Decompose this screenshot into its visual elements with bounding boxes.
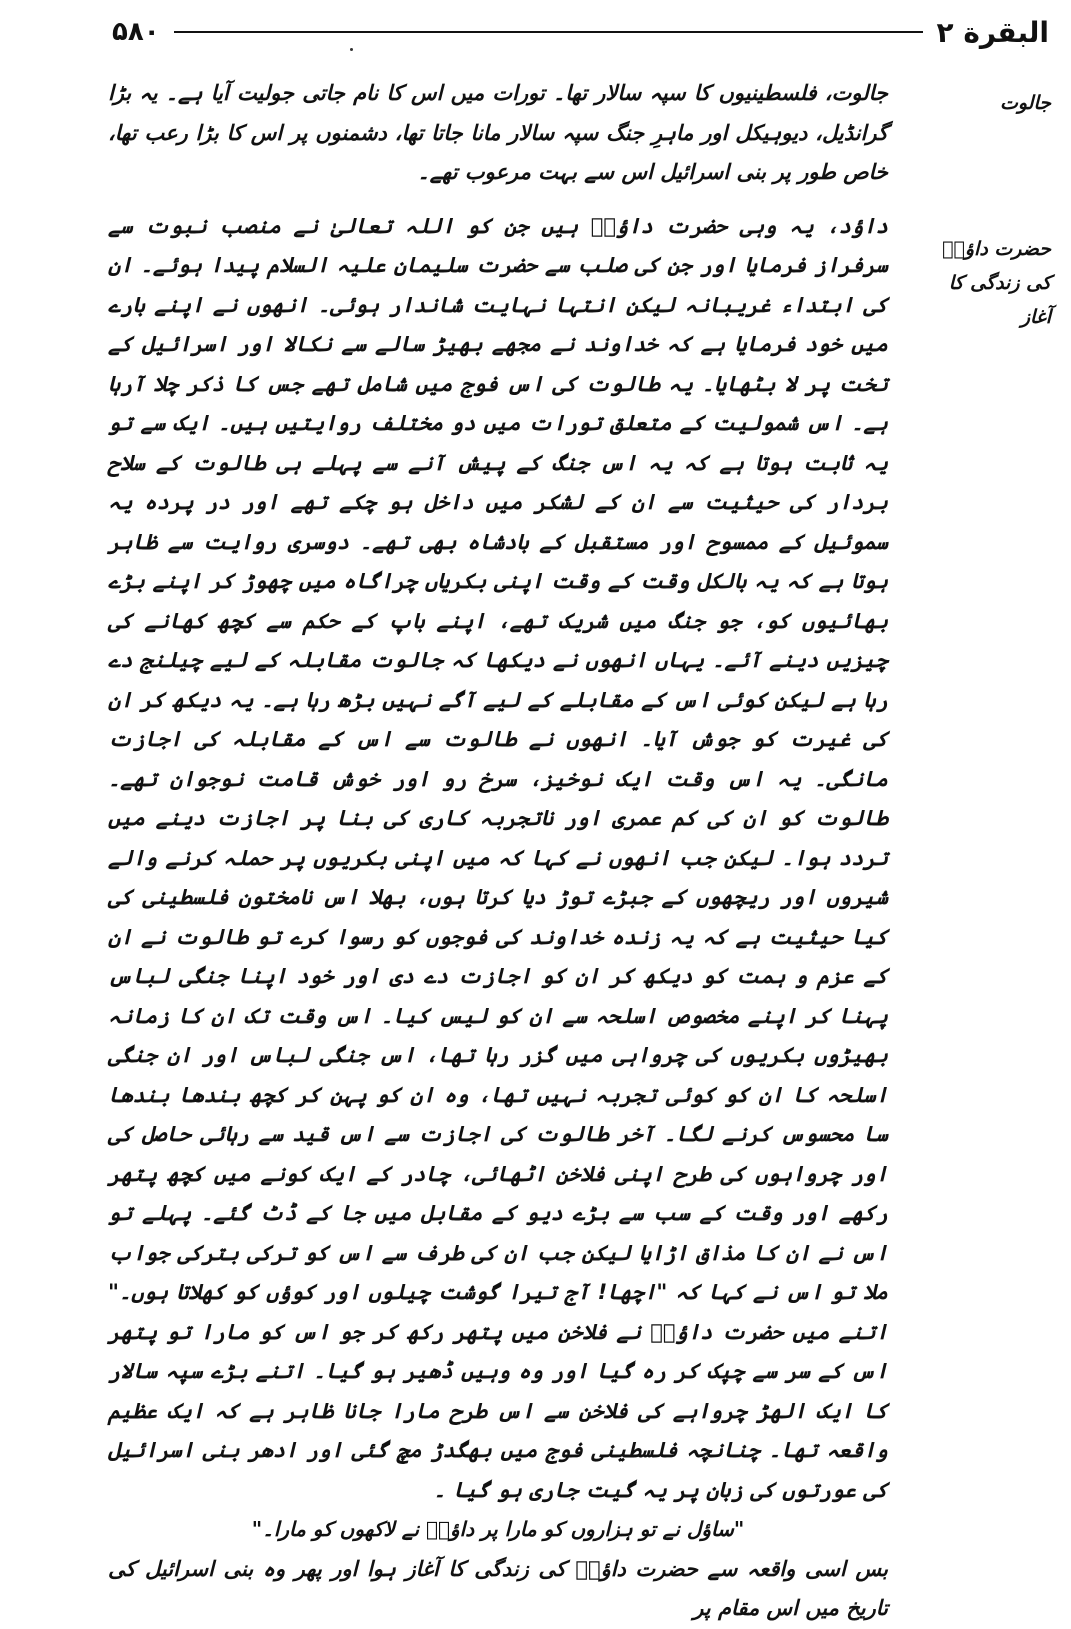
body-text [108,74,888,1629]
margin-note-dawud-start: حضرت داؤدؑ کی زندگی کا آغاز [942,238,1051,328]
paragraph-dawud: داؤد، یہ وہی حضرت داؤدؑ ہیں جن کو اللہ تعالیٰ نے منصب نبوت سے سرفراز فرمایا اور جن کی صلب سے حضرت سلیمان علیہ السلام پیدا ہوئے۔ ان کی ابتداء غریبانہ لیکن انتہا نہایت شاندار ہوئی۔ انھوں نے اپنے بارے میں خود فرمایا ہے کہ خداوند نے مجھے بھیڑ سالے سے نکالا اور اسرائیل کے تخت پر لا بٹھایا۔ یہ طالوت کی اس فوج میں شامل تھے جس کا ذکر چلا آرہا ہے۔ اس شمولیت کے متعلق تورات میں دو مختلف روایتیں ہیں۔ ایک سے تو یہ ثابت ہوتا ہے کہ یہ اس جنگ کے پیش آنے سے پہلے ہی طالوت کے سلاح بردار کی حیثیت سے ان کے لشکر میں داخل ہو چکے تھے اور در پردہ یہ سموئیل کے ممسوح اور مستقبل کے بادشاہ بھی تھے۔ دوسری روایت سے ظاہر ہوتا ہے کہ یہ بالکل وقت کے وقت اپنی بکریاں چراگاہ میں چھوڑ کر اپنے بڑے بھائیوں کو، جو جنگ میں شریک تھے، اپنے باپ کے حکم سے کچھ کھانے کی چیزیں دینے آئے۔ یہاں انھوں نے دیکھا کہ جالوت مقابلہ کے لیے چیلنج دے رہا ہے لیکن کوئی اس کے مقابلے کے لیے آگے نہیں بڑھ رہا ہے۔ یہ دیکھ کر ان کی غیرت کو جوش آیا۔ انھوں نے طالوت سے اس کے مقابلہ کی اجازت مانگی۔ یہ اس وقت ایک نوخیز، سرخ رو اور خوش قامت نوجوان تھے۔ طالوت کو ان کی کم عمری اور ناتجربہ کاری کی بنا پر اجازت دینے میں تردد ہوا۔ لیکن جب انھوں نے کہا کہ میں اپنی بکریوں پر حملہ کرنے والے شیروں اور ریچھوں کے جبڑے توڑ دیا کرتا ہوں، بھلا اس نامختون فلسطینی کی کیا حیثیت ہے کہ یہ زندہ خداوند کی فوجوں کو رسوا کرے تو طالوت نے ان کے عزم و ہمت کو دیکھ کر ان کو اجازت دے دی اور خود اپنا جنگی لباس پہنا کر اپنے مخصوص اسلحہ سے ان کو لیس کیا۔ اس وقت تک ان کا زمانہ بھیڑوں بکریوں کی چرواہی میں گزر رہا تھا، اس جنگی لباس اور ان جنگی اسلحہ کا ان کو کوئی تجربہ نہیں تھا، وہ ان کو پہن کر کچھ بندھا بندھا سا محسوس کرنے لگا۔ آخر طالوت کی اجازت سے اس قید سے رہائی حاصل کی اور چرواہوں کی طرح اپنی فلاخن اٹھائی، چادر کے ایک کونے میں کچھ پتھر رکھے اور وقت کے سب سے بڑے دیو کے مقابل میں جا کے ڈٹ گئے۔ پہلے تو اس نے ان کا مذاق اڑایا لیکن جب ان کی طرف سے اس کو ترکی بترکی جواب ملا تو اس نے کہا کہ "اچھا! آج تیرا گوشت چیلوں اور کوؤں کو کھلاتا ہوں۔" اتنے میں حضرت داؤدؑ نے فلاخن میں پتھر رکھ کر جو اس کو مارا تو پتھر اس کے سر سے چپک کر رہ گیا اور وہ وہیں ڈھیر ہو گیا۔ اتنے بڑے سپہ سالار کا ایک الھڑ چرواہے کی فلاخن سے اس طرح مارا جانا ظاہر ہے کہ ایک عظیم واقعہ تھا۔ چنانچہ فلسطینی فوج میں بھگدڑ مچ گئی اور ادھر بنی اسرائیل کی عورتوں کی زبان پر یہ گیت جاری ہو گیا ۔ [108,213,888,1502]
running-title: البقرة ۲ [936,15,1049,49]
header-rule [174,31,923,33]
running-header [112,6,1049,58]
ink-speck [350,48,353,51]
margin-note-jalut: جالوت [999,92,1051,114]
quoted-couplet: "ساؤل نے تو ہزاروں کو مارا پر داؤدؑ نے لاکھوں کو مارا۔" [251,1517,745,1541]
paragraph-closing: بس اسی واقعہ سے حضرت داؤدؑ کی زندگی کا آغاز ہوا اور پھر وہ بنی اسرائیل کی تاریخ میں اس مقام پر [108,1556,888,1620]
paragraph-jalut: جالوت، فلسطینیوں کا سپہ سالار تھا۔ تورات میں اس کا نام جاتی جولیت آیا ہے۔ یہ بڑا گرانڈیل، دیوہیکل اور ماہرِ جنگ سپہ سالار مانا جاتا تھا، دشمنوں پر اس کا بڑا رعب تھا، خاص طور پر بنی اسرائیل اس سے بہت مرعوب تھے۔ [108,81,888,184]
page-number: ۵۸۰ [112,17,160,47]
